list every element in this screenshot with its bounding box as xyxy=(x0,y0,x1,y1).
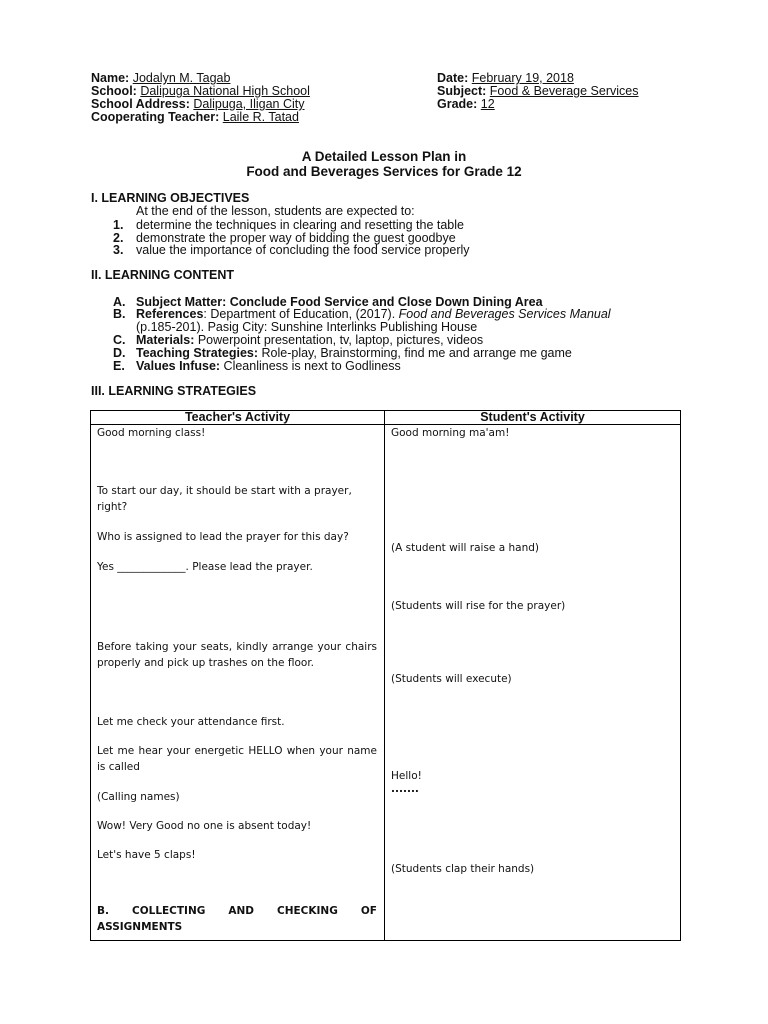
teacher-row xyxy=(91,111,299,124)
student-rise-prayer: (Students will rise for the prayer) xyxy=(391,600,566,612)
name-value: Jodalyn M. Tagab xyxy=(132,71,231,85)
teacher-hello: Let me hear your energetic HELLO when your name is called xyxy=(97,745,377,773)
objective-text-1: determine the techniques in clearing and resetting the table xyxy=(136,218,464,232)
subject-matter: Subject Matter: Conclude Food Service and Close Down Dining Area xyxy=(136,295,543,309)
content-a-num: A. xyxy=(113,295,126,309)
strategies-text: Role-play, Brainstorming, find me and arrange me game xyxy=(258,346,572,360)
subject-label: Subject: xyxy=(437,84,487,98)
grade-row xyxy=(437,98,495,111)
teacher-section-b xyxy=(97,903,377,919)
student-activity-header: Student's Activity xyxy=(385,411,681,425)
school-value: Dalipuga National High School xyxy=(140,84,310,98)
teacher-prayer-intro: To start our day, it should be start with a prayer, right? xyxy=(97,485,352,513)
name-label: Name: xyxy=(91,71,130,85)
teacher-attendance: Let me check your attendance first. xyxy=(97,716,285,728)
objective-text-3: value the importance of concluding the food service properly xyxy=(136,243,470,257)
content-e-num: E. xyxy=(113,359,125,373)
student-activity-cell xyxy=(385,425,681,941)
teacher-activity-header: Teacher's Activity xyxy=(91,411,385,425)
references-line xyxy=(136,307,611,321)
values-text: Cleanliness is next to Godliness xyxy=(220,359,401,373)
teacher-activity-cell xyxy=(91,425,385,941)
teacher-value: Laile R. Tatad xyxy=(222,110,299,124)
grade-label: Grade: xyxy=(437,97,478,111)
references-text: : Department of Education, (2017). xyxy=(203,307,399,321)
date-value: February 19, 2018 xyxy=(471,71,574,85)
student-execute: (Students will execute) xyxy=(391,673,512,685)
strategies-line xyxy=(136,346,572,360)
subject-value: Food & Beverage Services xyxy=(489,84,639,98)
date-label: Date: xyxy=(437,71,469,85)
address-value: Dalipuga, Iligan City xyxy=(193,97,305,111)
student-clap: (Students clap their hands) xyxy=(391,863,535,875)
teacher-no-absent: Wow! Very Good no one is absent today! xyxy=(97,820,312,832)
teacher-calling-names: (Calling names) xyxy=(97,791,180,803)
strategies-heading: III. LEARNING STRATEGIES xyxy=(91,384,257,398)
title-line-1: A Detailed Lesson Plan in xyxy=(301,149,467,164)
section-b-word-2: AND xyxy=(228,905,255,917)
address-label: School Address: xyxy=(91,97,190,111)
materials-label: Materials: xyxy=(136,333,195,347)
content-b-num: B. xyxy=(113,307,126,321)
activity-table xyxy=(90,410,681,941)
strategies-label: Teaching Strategies: xyxy=(136,346,259,360)
grade-value: 12 xyxy=(480,97,495,111)
section-b-letter: B. xyxy=(97,905,109,917)
materials-line xyxy=(136,333,483,347)
student-dots: ....... xyxy=(391,783,419,795)
teacher-label: Cooperating Teacher: xyxy=(91,110,220,124)
references-line-2: (p.185-201). Pasig City: Sunshine Interlinks Publishing House xyxy=(136,320,478,334)
content-heading: II. LEARNING CONTENT xyxy=(91,268,235,282)
objectives-intro: At the end of the lesson, students are expected to: xyxy=(136,204,415,218)
objective-num-3: 3. xyxy=(113,243,124,257)
content-c-num: C. xyxy=(113,333,126,347)
objective-num-1: 1. xyxy=(113,218,124,232)
school-label: School: xyxy=(91,84,137,98)
teacher-greeting: Good morning class! xyxy=(97,427,206,439)
teacher-prayer-lead: Yes _____________. Please lead the prayer. xyxy=(97,561,313,573)
teacher-arrange-chairs: Before taking your seats, kindly arrange your chairs properly and pick up trashes on the floor. xyxy=(97,641,377,669)
title-line-2: Food and Beverages Services for Grade 12 xyxy=(246,164,522,179)
objectives-heading: I. LEARNING OBJECTIVES xyxy=(91,191,250,205)
teacher-claps: Let's have 5 claps! xyxy=(97,849,196,861)
values-line xyxy=(136,359,401,373)
references-book: Food and Beverages Services Manual xyxy=(398,307,611,321)
content-d-num: D. xyxy=(113,346,126,360)
student-hello: Hello! xyxy=(391,770,422,782)
student-raise-hand: (A student will raise a hand) xyxy=(391,542,539,554)
materials-text: Powerpoint presentation, tv, laptop, pictures, videos xyxy=(194,333,484,347)
section-b-word-4: OF xyxy=(360,905,377,917)
section-b-word-3: CHECKING xyxy=(277,905,338,917)
objective-num-2: 2. xyxy=(113,231,124,245)
section-b-word-1: COLLECTING xyxy=(132,905,206,917)
student-greeting: Good morning ma'am! xyxy=(391,427,510,439)
values-label: Values Infuse: xyxy=(136,359,221,373)
references-label: References xyxy=(136,307,204,321)
teacher-prayer-ask: Who is assigned to lead the prayer for this day? xyxy=(97,531,349,543)
objective-text-2: demonstrate the proper way of bidding the guest goodbye xyxy=(136,231,456,245)
teacher-section-b-2: ASSIGNMENTS xyxy=(97,921,183,933)
